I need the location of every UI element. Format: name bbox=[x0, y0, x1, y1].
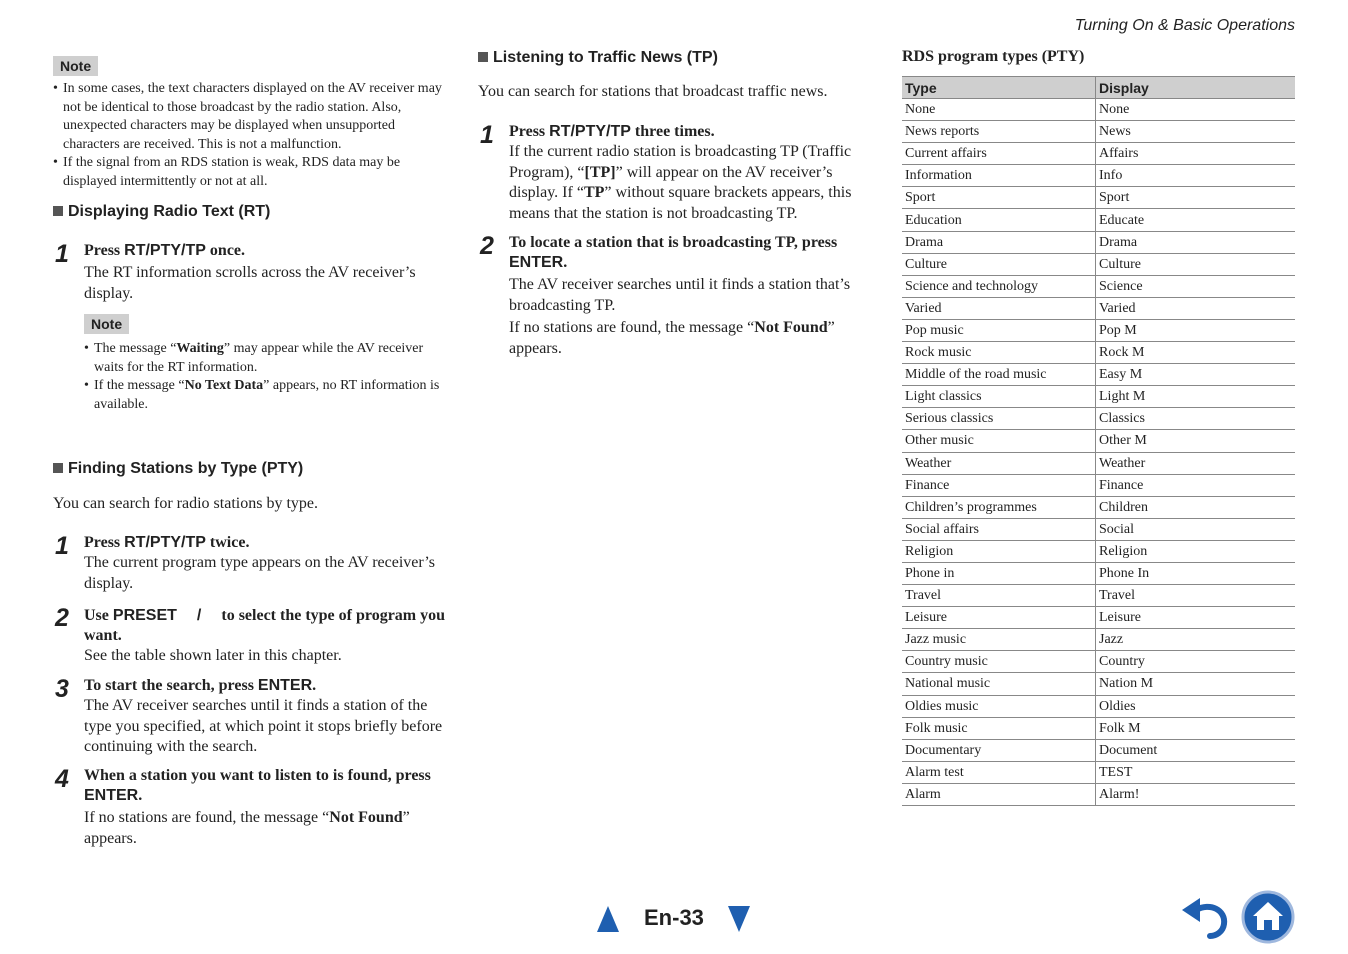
cell-display: Affairs bbox=[1096, 143, 1296, 165]
cell-type: Oldies music bbox=[902, 695, 1096, 717]
step-body: The AV receiver searches until it finds a station that’s broadcasting TP. bbox=[509, 276, 851, 314]
cell-display: Easy M bbox=[1096, 364, 1296, 386]
cell-type: Serious classics bbox=[902, 408, 1096, 430]
cell-display: Light M bbox=[1096, 386, 1296, 408]
step-title: To locate a station that is broadcasting TP, press ENTER. bbox=[509, 234, 838, 271]
up-triangle-icon bbox=[596, 905, 620, 933]
step-body: If no stations are found, the message “Not Found” appears. bbox=[509, 319, 835, 357]
next-page-button[interactable] bbox=[727, 905, 751, 938]
cell-display: Science bbox=[1096, 275, 1296, 297]
section-intro: You can search for stations that broadcast traffic news. bbox=[478, 83, 828, 100]
cell-display: Jazz bbox=[1096, 629, 1296, 651]
table-row bbox=[902, 364, 1295, 386]
home-icon bbox=[1241, 890, 1295, 944]
cell-type: News reports bbox=[902, 121, 1096, 143]
table-row bbox=[902, 651, 1295, 673]
cell-display: Sport bbox=[1096, 187, 1296, 209]
cell-type: Other music bbox=[902, 430, 1096, 452]
cell-type: Sport bbox=[902, 187, 1096, 209]
cell-display: Drama bbox=[1096, 231, 1296, 253]
cell-type: Folk music bbox=[902, 717, 1096, 739]
step-title: To start the search, press ENTER. bbox=[84, 677, 317, 694]
column-header-type: Type bbox=[902, 77, 1096, 99]
step-pty-3 bbox=[84, 676, 446, 758]
note-label: Note bbox=[53, 56, 98, 76]
step-body: If the current radio station is broadcasting TP (Traffic Program), “[TP]” will appear on the AV receiver’s display. If “TP” without square brackets appears, this means that the station is not broadcasting TP. bbox=[509, 143, 852, 222]
step-rt-1 bbox=[84, 241, 446, 414]
cell-display: Educate bbox=[1096, 209, 1296, 231]
table-row bbox=[902, 319, 1295, 341]
step-number: 1 bbox=[55, 240, 69, 268]
pty-table bbox=[902, 76, 1295, 806]
step-title: When a station you want to listen to is found, press ENTER. bbox=[84, 767, 431, 804]
step-body: The current program type appears on the AV receiver’s display. bbox=[84, 554, 435, 592]
section-square-icon bbox=[478, 52, 488, 62]
cell-display: TEST bbox=[1096, 761, 1296, 783]
note-list bbox=[53, 80, 445, 191]
cell-type: Varied bbox=[902, 297, 1096, 319]
cell-display: Pop M bbox=[1096, 319, 1296, 341]
prev-page-button[interactable] bbox=[596, 905, 620, 938]
cell-type: Jazz music bbox=[902, 629, 1096, 651]
note-label: Note bbox=[84, 314, 129, 334]
column-header-display: Display bbox=[1096, 77, 1296, 99]
section-square-icon bbox=[53, 206, 63, 216]
cell-type: Documentary bbox=[902, 739, 1096, 761]
cell-type: Science and technology bbox=[902, 275, 1096, 297]
table-header-row bbox=[902, 77, 1295, 99]
cell-display: Country bbox=[1096, 651, 1296, 673]
step-title: Press RT/PTY/TP twice. bbox=[84, 534, 250, 551]
table-row bbox=[902, 253, 1295, 275]
page-number: En-33 bbox=[644, 905, 704, 930]
step-number: 2 bbox=[480, 232, 494, 260]
cell-type: Current affairs bbox=[902, 143, 1096, 165]
step-pty-1 bbox=[84, 533, 446, 594]
cell-display: Weather bbox=[1096, 452, 1296, 474]
cell-type: Light classics bbox=[902, 386, 1096, 408]
cell-type: Middle of the road music bbox=[902, 364, 1096, 386]
cell-type: Religion bbox=[902, 540, 1096, 562]
table-row bbox=[902, 386, 1295, 408]
table-row bbox=[902, 518, 1295, 540]
cell-display: Phone In bbox=[1096, 562, 1296, 584]
table-row bbox=[902, 452, 1295, 474]
section-title-tp: Listening to Traffic News (TP) bbox=[478, 48, 718, 68]
step-body: If no stations are found, the message “Not Found” appears. bbox=[84, 809, 410, 847]
cell-display: None bbox=[1096, 99, 1296, 121]
cell-display: Children bbox=[1096, 496, 1296, 518]
cell-type: Drama bbox=[902, 231, 1096, 253]
note-item: • In some cases, the text characters displayed on the AV receiver may not be identical to those broadcast by the radio station. Also, unexpected characters may be displayed when unsupported characters are received. This is not a malfunction. bbox=[53, 80, 445, 154]
home-button[interactable] bbox=[1241, 890, 1295, 949]
section-title-rt: Displaying Radio Text (RT) bbox=[53, 202, 270, 222]
step-title: Use PRESET / to select the type of program you want. bbox=[84, 607, 446, 644]
cell-display: Other M bbox=[1096, 430, 1296, 452]
section-intro: You can search for radio stations by type. bbox=[53, 495, 318, 512]
cell-type: Information bbox=[902, 165, 1096, 187]
cell-display: Folk M bbox=[1096, 717, 1296, 739]
cell-type: Alarm test bbox=[902, 761, 1096, 783]
cell-type: National music bbox=[902, 673, 1096, 695]
table-row bbox=[902, 165, 1295, 187]
note-list bbox=[84, 340, 446, 414]
table-row bbox=[902, 695, 1295, 717]
table-row bbox=[902, 187, 1295, 209]
step-pty-4 bbox=[84, 766, 448, 849]
note-item: • If the signal from an RDS station is weak, RDS data may be displayed intermittently or not at all. bbox=[53, 154, 445, 191]
page-header: Turning On & Basic Operations bbox=[1074, 17, 1295, 34]
back-button[interactable] bbox=[1180, 896, 1230, 945]
cell-display: Oldies bbox=[1096, 695, 1296, 717]
step-body: See the table shown later in this chapter. bbox=[84, 647, 342, 664]
cell-display: Finance bbox=[1096, 474, 1296, 496]
table-row bbox=[902, 607, 1295, 629]
table-row bbox=[902, 231, 1295, 253]
step-number: 4 bbox=[55, 765, 69, 793]
section-square-icon bbox=[53, 463, 63, 473]
cell-display: Leisure bbox=[1096, 607, 1296, 629]
table-row bbox=[902, 496, 1295, 518]
table-row bbox=[902, 739, 1295, 761]
step-body: The AV receiver searches until it finds a station of the type you specified, at which point it stops briefly before continuing with the search. bbox=[84, 697, 443, 755]
cell-type: Phone in bbox=[902, 562, 1096, 584]
cell-display: Classics bbox=[1096, 408, 1296, 430]
cell-display: Varied bbox=[1096, 297, 1296, 319]
table-row bbox=[902, 540, 1295, 562]
cell-display: Social bbox=[1096, 518, 1296, 540]
pty-table-wrap bbox=[902, 76, 1295, 806]
cell-type: Travel bbox=[902, 585, 1096, 607]
step-number: 3 bbox=[55, 675, 69, 703]
cell-type: Leisure bbox=[902, 607, 1096, 629]
cell-display: Religion bbox=[1096, 540, 1296, 562]
cell-display: Culture bbox=[1096, 253, 1296, 275]
cell-type: Children’s programmes bbox=[902, 496, 1096, 518]
cell-type: Finance bbox=[902, 474, 1096, 496]
table-row bbox=[902, 408, 1295, 430]
cell-display: Alarm! bbox=[1096, 783, 1296, 805]
back-arrow-icon bbox=[1180, 896, 1230, 940]
table-row bbox=[902, 297, 1295, 319]
cell-display: Travel bbox=[1096, 585, 1296, 607]
table-row bbox=[902, 673, 1295, 695]
cell-display: Document bbox=[1096, 739, 1296, 761]
cell-display: Info bbox=[1096, 165, 1296, 187]
table-row bbox=[902, 783, 1295, 805]
step-title: Press RT/PTY/TP once. bbox=[84, 242, 246, 259]
cell-type: Culture bbox=[902, 253, 1096, 275]
table-row bbox=[902, 342, 1295, 364]
step-title: Press RT/PTY/TP three times. bbox=[509, 123, 715, 140]
step-number: 2 bbox=[55, 604, 69, 632]
step-tp-1 bbox=[509, 122, 871, 224]
table-title: RDS program types (PTY) bbox=[902, 48, 1085, 65]
note-item: • If the message “No Text Data” appears, no RT information is available. bbox=[84, 377, 446, 414]
step-tp-2 bbox=[509, 233, 871, 359]
table-row bbox=[902, 562, 1295, 584]
cell-display: Nation M bbox=[1096, 673, 1296, 695]
table-row bbox=[902, 209, 1295, 231]
table-row bbox=[902, 717, 1295, 739]
cell-display: News bbox=[1096, 121, 1296, 143]
note-item: • The message “Waiting” may appear while the AV receiver waits for the RT information. bbox=[84, 340, 446, 377]
cell-type: Pop music bbox=[902, 319, 1096, 341]
table-row bbox=[902, 99, 1295, 121]
cell-type: None bbox=[902, 99, 1096, 121]
cell-type: Rock music bbox=[902, 342, 1096, 364]
table-row bbox=[902, 761, 1295, 783]
step-number: 1 bbox=[480, 121, 494, 149]
table-row bbox=[902, 121, 1295, 143]
cell-display: Rock M bbox=[1096, 342, 1296, 364]
step-number: 1 bbox=[55, 532, 69, 560]
step-body: The RT information scrolls across the AV receiver’s display. bbox=[84, 264, 416, 302]
down-triangle-icon bbox=[727, 905, 751, 933]
table-body bbox=[902, 99, 1295, 806]
section-title-pty: Finding Stations by Type (PTY) bbox=[53, 459, 303, 479]
cell-type: Social affairs bbox=[902, 518, 1096, 540]
cell-type: Alarm bbox=[902, 783, 1096, 805]
table-row bbox=[902, 629, 1295, 651]
table-row bbox=[902, 430, 1295, 452]
note-block-1 bbox=[53, 56, 445, 191]
step-pty-2 bbox=[84, 606, 446, 667]
cell-type: Country music bbox=[902, 651, 1096, 673]
cell-type: Weather bbox=[902, 452, 1096, 474]
table-row bbox=[902, 585, 1295, 607]
table-row bbox=[902, 275, 1295, 297]
table-row bbox=[902, 143, 1295, 165]
cell-type: Education bbox=[902, 209, 1096, 231]
table-row bbox=[902, 474, 1295, 496]
